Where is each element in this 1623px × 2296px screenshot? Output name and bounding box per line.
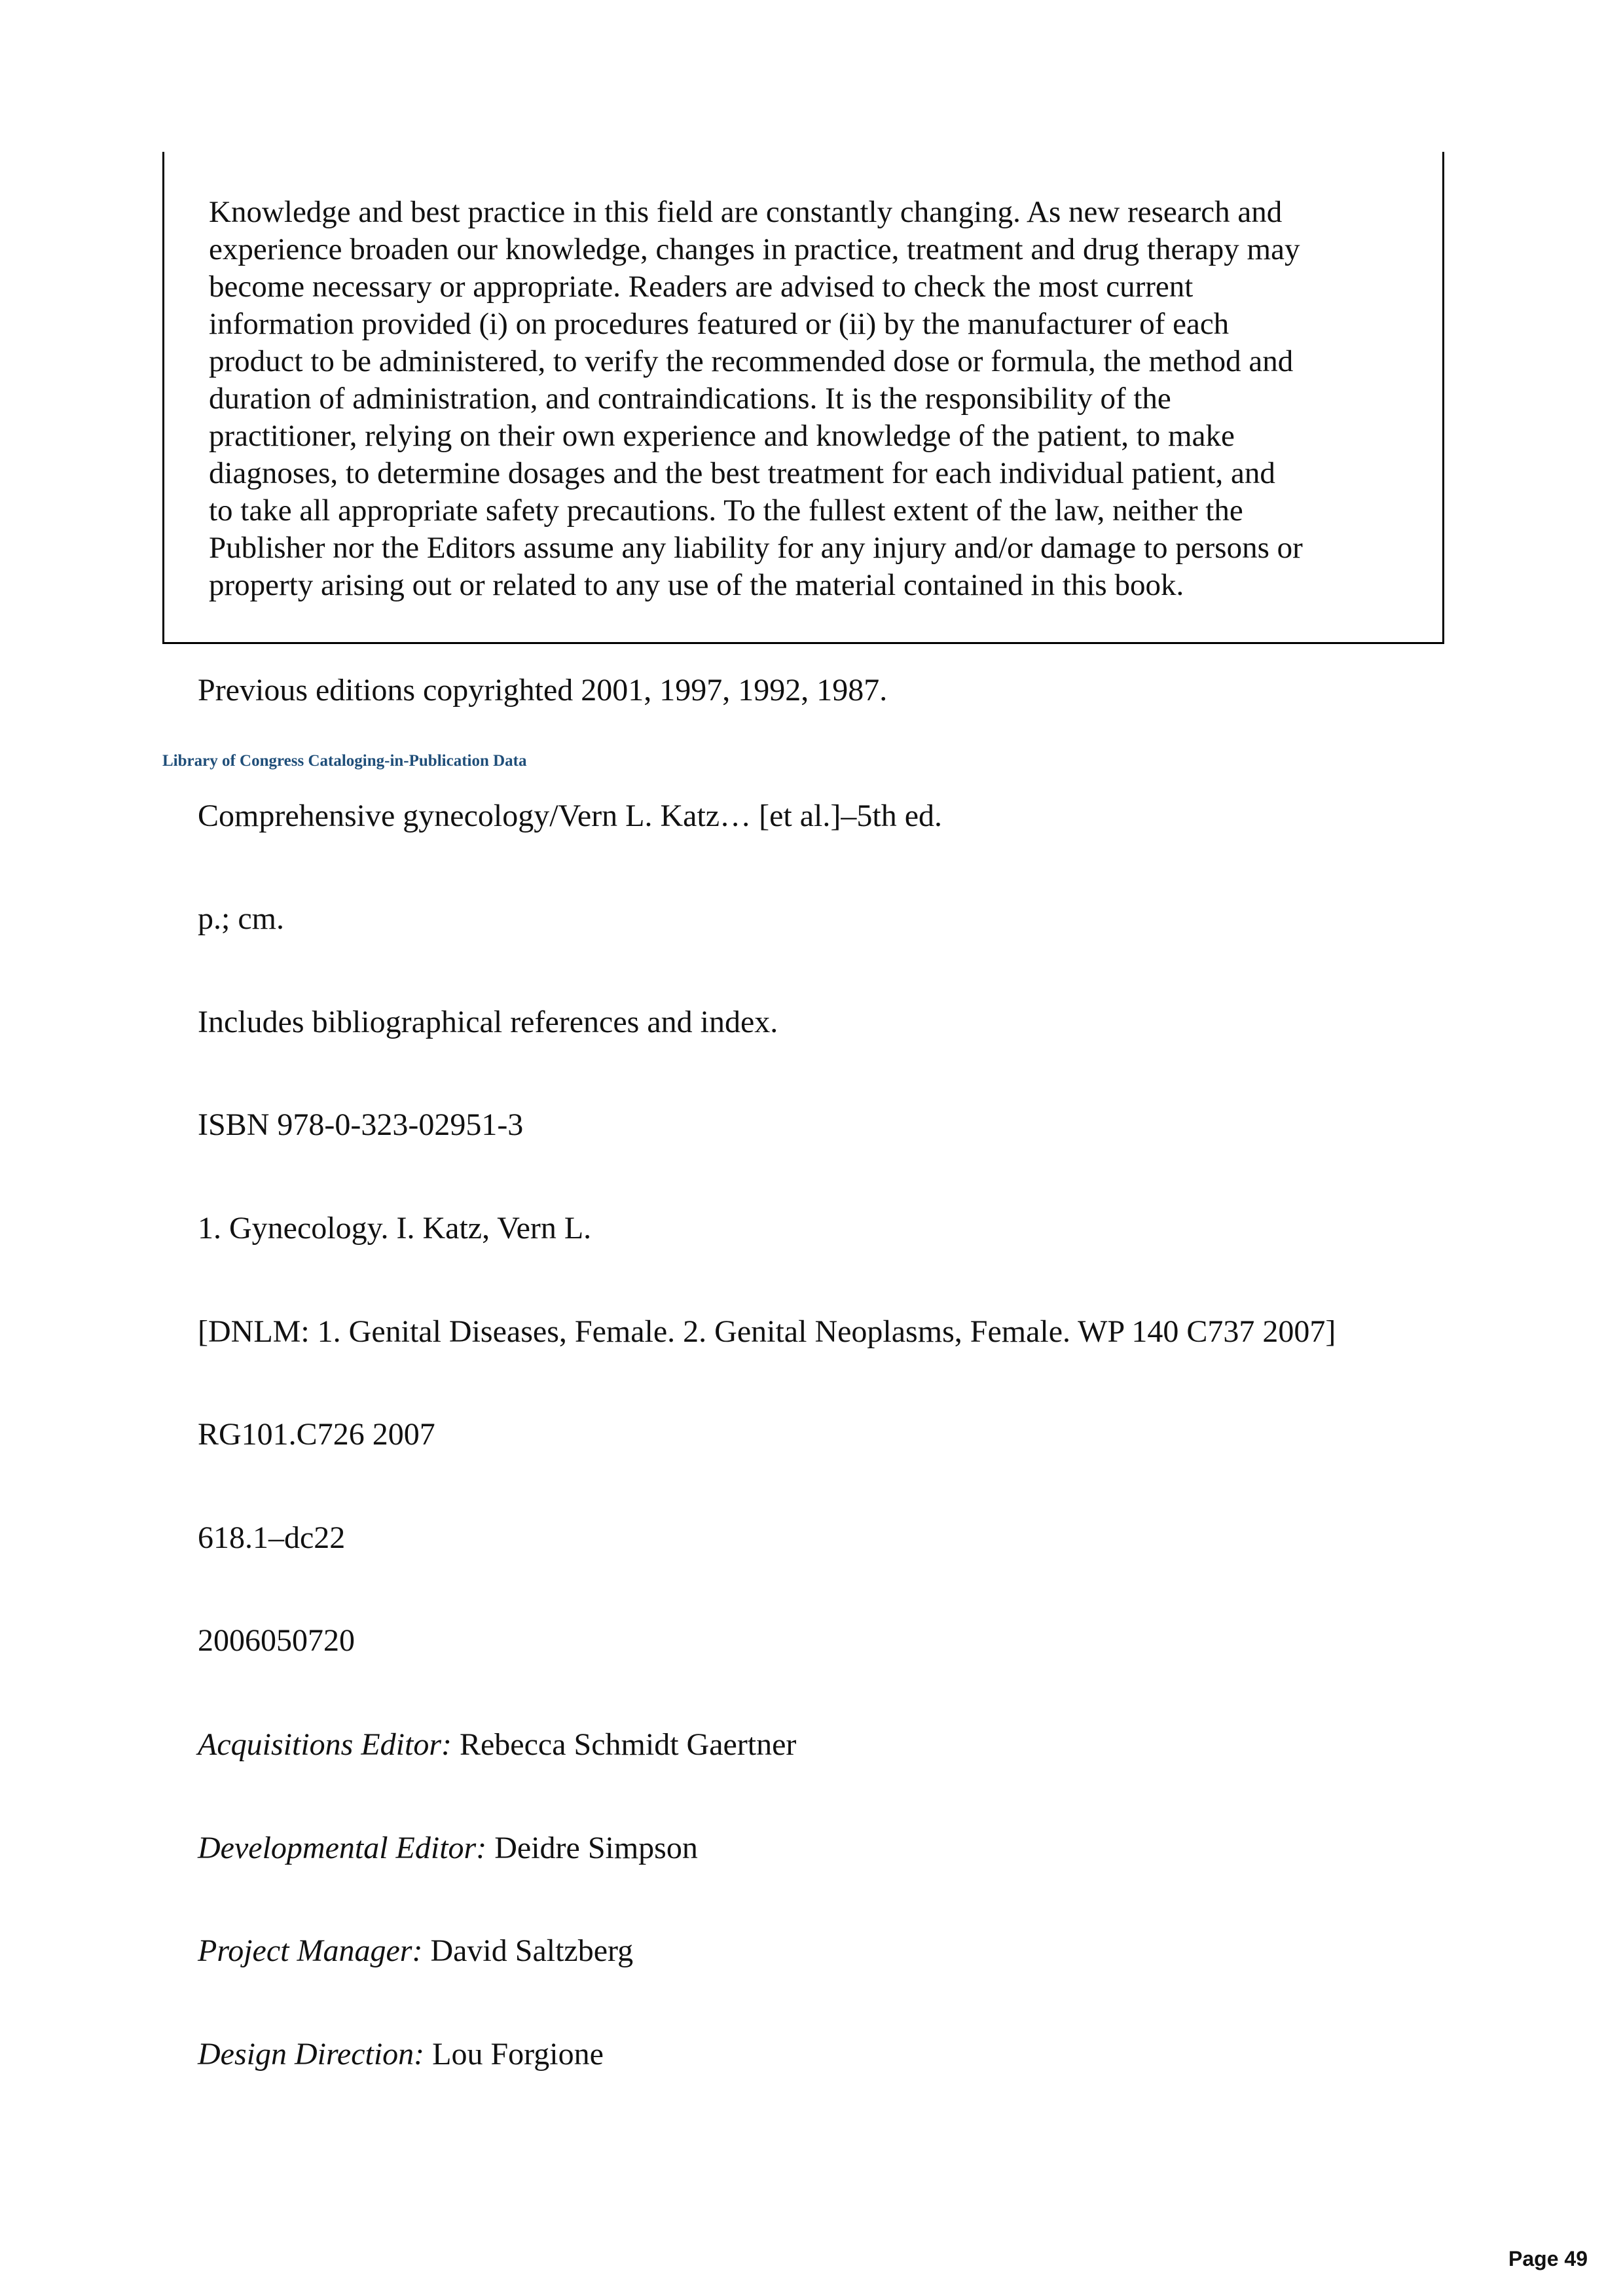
credit-project-manager	[198, 1932, 633, 1970]
cip-entry-notes: Includes bibliographical references and index.	[198, 1005, 778, 1039]
credit-role: Acquisitions Editor:	[198, 1727, 452, 1762]
credit-name: Lou Forgione	[432, 2037, 604, 2072]
credit-design-direction	[198, 2036, 604, 2073]
cip-entry-physical: p.; cm.	[198, 901, 284, 936]
disclaimer-notice-box	[162, 152, 1444, 644]
notice-line: product to be administered, to verify the recommended dose or formula, the method and	[209, 344, 1294, 378]
credit-role: Design Direction:	[198, 2037, 425, 2072]
credit-developmental-editor	[198, 1829, 698, 1867]
notice-line: diagnoses, to determine dosages and the best treatment for each individual patient, and	[209, 456, 1275, 490]
cip-entry-subject: 1. Gynecology. I. Katz, Vern L.	[198, 1211, 592, 1246]
credit-role: Developmental Editor:	[198, 1831, 487, 1865]
credit-name: Rebecca Schmidt Gaertner	[459, 1727, 797, 1762]
credit-name: David Saltzberg	[430, 1933, 634, 1968]
previous-editions: Previous editions copyrighted 2001, 1997, 1992, 1987.	[198, 673, 888, 708]
page-number: Page 49	[1508, 2247, 1588, 2270]
notice-line: Knowledge and best practice in this field are constantly changing. As new research and	[209, 195, 1283, 229]
cip-entry-title: Comprehensive gynecology/Vern L. Katz… [et al.]–5th ed.	[198, 798, 942, 833]
disclaimer-notice-text	[209, 194, 1420, 604]
credit-name: Deidre Simpson	[494, 1831, 698, 1865]
cip-entry-lc-class: RG101.C726 2007	[198, 1417, 435, 1452]
notice-line: become necessary or appropriate. Readers are advised to check the most current	[209, 270, 1194, 304]
credit-role: Project Manager:	[198, 1933, 423, 1968]
notice-line: duration of administration, and contraindications. It is the responsibility of the	[209, 382, 1171, 416]
notice-line: property arising out or related to any use of the material contained in this book.	[209, 568, 1184, 602]
cip-entry-isbn: ISBN 978-0-323-02951-3	[198, 1107, 524, 1142]
notice-line: experience broaden our knowledge, changes in practice, treatment and drug therapy may	[209, 232, 1300, 266]
notice-line: to take all appropriate safety precautions. To the fullest extent of the law, neither the	[209, 493, 1243, 528]
cip-entry-dewey: 618.1–dc22	[198, 1520, 346, 1555]
cip-entry-dnlm: [DNLM: 1. Genital Diseases, Female. 2. Genital Neoplasms, Female. WP 140 C737 2007]	[198, 1314, 1336, 1349]
cip-entry-lccn: 2006050720	[198, 1623, 355, 1658]
notice-line: information provided (i) on procedures featured or (ii) by the manufacturer of each	[209, 307, 1230, 341]
notice-line: Publisher nor the Editors assume any liability for any injury and/or damage to persons or	[209, 531, 1303, 565]
credit-acquisitions-editor	[198, 1726, 796, 1764]
cip-heading: Library of Congress Cataloging-in-Publication Data	[162, 752, 527, 770]
notice-line: practitioner, relying on their own experience and knowledge of the patient, to make	[209, 419, 1235, 453]
